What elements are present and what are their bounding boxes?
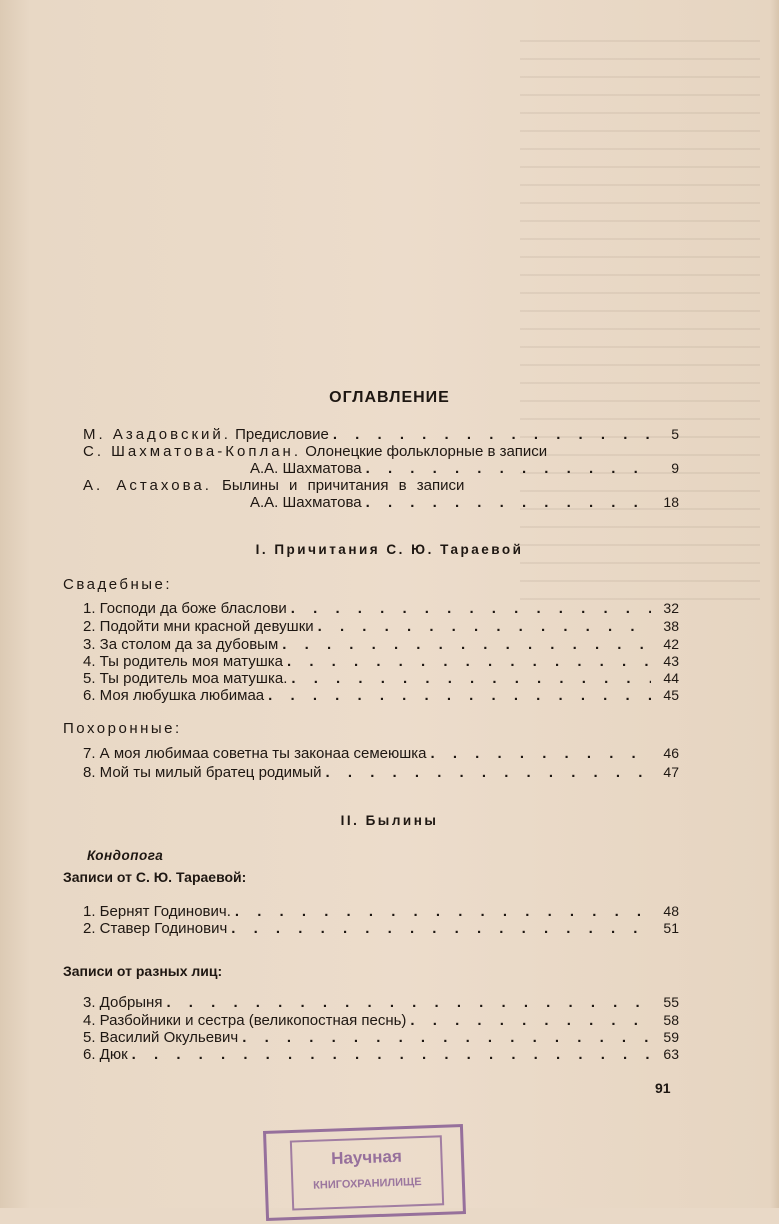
toc-entry-shakhmatova-line1 [83,443,547,460]
leader-dots [410,1012,651,1029]
entry-title: 7. А моя любимаа советна ты законаа семеюшка [83,745,427,762]
entry-title: 2. Подойти мни красной девушки [83,618,314,635]
entry-author: А. Астахова. [83,477,212,494]
toc-entry [83,636,679,653]
leader-dots [326,764,651,781]
entry-page: 18 [663,494,679,510]
entry-page: 63 [663,1046,679,1062]
entry-title: 8. Мой ты милый братец родимый [83,764,322,781]
toc-entry [83,994,679,1011]
leader-dots [431,745,651,762]
toc-entry [83,1046,679,1063]
toc-entry [83,687,679,704]
entry-title-cont: А.А. Шахматова [250,494,362,511]
entry-page: 38 [663,618,679,634]
toc-entry [83,903,679,920]
entry-page: 58 [663,1012,679,1028]
entry-page: 43 [663,653,679,669]
toc-entry [83,920,679,937]
entry-page: 46 [663,745,679,761]
leader-dots [287,653,651,670]
toc-entry [83,653,679,670]
leader-dots [231,920,651,937]
entry-page: 45 [663,687,679,703]
section-1-title: I. Причитания С. Ю. Тараевой [255,542,524,557]
leader-dots [268,687,651,704]
toc-entry-preface [83,426,679,443]
entry-page: 5 [671,426,679,442]
toc-title: ОГЛАВЛЕНИЕ [329,389,450,406]
leader-dots [318,618,651,635]
toc-entry [83,1012,679,1029]
entry-title: 4. Ты родитель моя матушка [83,653,283,670]
bleed-through-text [520,40,760,600]
entry-title: Былины и причитания в записи [222,477,465,494]
entry-title: Олонецкие фольклорные в записи [305,443,548,460]
leader-dots [291,600,651,617]
group-various: Записи от разных лиц: [63,963,223,979]
leader-dots [282,636,651,653]
leader-dots [291,670,651,687]
toc-entry [83,670,679,687]
entry-page: 44 [663,670,679,686]
entry-author: С. Шахматова-Коплан. [83,443,302,460]
entry-title: 1. Господи да боже бласлови [83,600,287,617]
entry-page: 32 [663,600,679,616]
leader-dots [366,460,651,477]
library-stamp [260,1121,468,1223]
toc-entry [83,764,679,781]
entry-title: 6. Моя любушка любимаа [83,687,265,704]
toc-entry [83,745,679,762]
entry-title: 1. Бернят Годинович. [83,903,231,920]
toc-entry-astakhova-line1 [83,477,464,494]
entry-title: Предисловие [235,426,329,443]
entry-page: 9 [671,460,679,476]
toc-entry-astakhova-line2 [250,494,679,511]
entry-title: 3. Добрыня [83,994,163,1011]
group-wedding: Свадебные: [63,576,173,593]
toc-entry [83,1029,679,1046]
stamp-line2: КНИГОХРАНИЛИЩЕ [312,1176,422,1192]
entry-page: 59 [663,1029,679,1045]
section-2-title: II. Былины [340,813,439,828]
entry-page: 55 [663,994,679,1010]
group-taraeva: Записи от С. Ю. Тараевой: [63,869,247,885]
group-funeral: Похоронные: [63,720,182,737]
entry-author: М. Азадовский. [83,426,231,443]
toc-entry-shakhmatova-line2 [250,460,679,477]
leader-dots [366,494,651,511]
entry-title: 5. Василий Окульевич [83,1029,239,1046]
page-number: 91 [655,1080,671,1096]
entry-page: 47 [663,764,679,780]
toc-entry [83,618,679,635]
leader-dots [333,426,651,443]
entry-title: 6. Дюк [83,1046,128,1063]
leader-dots [235,903,651,920]
entry-title: 2. Ставер Годинович [83,920,228,937]
entry-page: 48 [663,903,679,919]
entry-page: 42 [663,636,679,652]
leader-dots [132,1046,651,1063]
leader-dots [242,1029,651,1046]
toc-entry [83,600,679,617]
entry-title-cont: А.А. Шахматова [250,460,362,477]
entry-title: 3. За столом да за дубовым [83,636,279,653]
entry-page: 51 [663,920,679,936]
entry-title: 4. Разбойники и сестра (великопостная песнь) [83,1012,407,1029]
entry-title: 5. Ты родитель моа матушка. [83,670,288,687]
stamp-line1: Научная [330,1146,403,1169]
place-label: Кондопога [87,848,164,863]
leader-dots [166,994,651,1011]
